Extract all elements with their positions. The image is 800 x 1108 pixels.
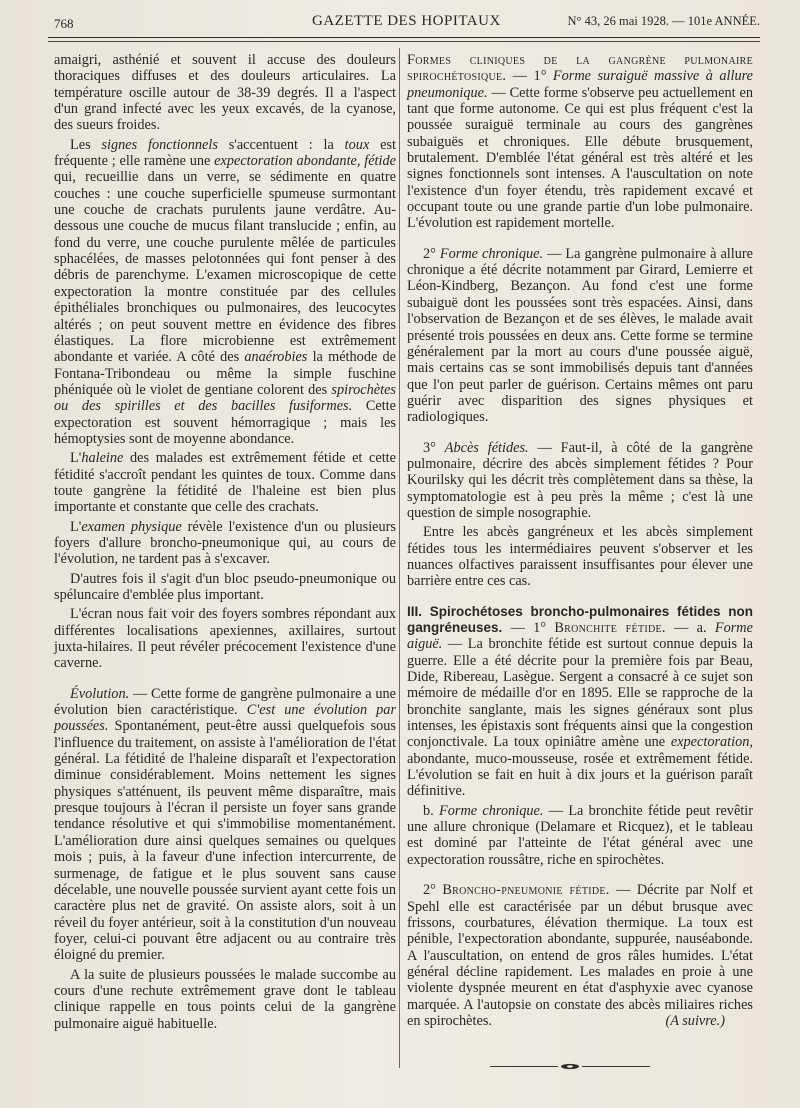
paragraph: 2° Broncho-pneumonie fétide. — Décrite par Nolf et Spehl elle est caractérisée par un début brusque avec frissons, courbatures, élévation thermique. La toux est pénible, l'expectoration abondante, suppurée, nauséabonde. A l'auscultation, on entend de gros râles humides. L'état général décline rapidement. Les malades en proie à une violente dyspnée meurent en état d'asphyxie avec cyanose marquée. A l'autopsie on constate des abcès miliaires riches en spirochètes. (A suivre.)	[407, 882, 753, 1029]
paragraph: b. Forme chronique. — La bronchite fétide peut revêtir une allure chronique (Delamare et Ricquez), et le tableau est dominé par l'atteinte de l'état général avec une expectoration roussâtre, riche en spirochètes.	[407, 802, 754, 868]
ornament-icon	[560, 1063, 580, 1070]
section-heading: III. Spirochétoses broncho-pulmonaires fétides non gangréneuses.	[407, 603, 753, 635]
paragraph: III. Spirochétoses broncho-pulmonaires fétides non gangréneuses. — 1° Bronchite fétide. — a. Forme aiguë. — La bronchite fétide est surtout connue depuis la guerre. Elle a été décrite pour la première fois par Beau, Dide, Ribereau, Lasègue. Sergent a consacré à ce sujet son mémoire de médaille d'or en 1895. Elle se rapproche de la bronchite sanglante, mais les signes généraux sont plus intenses, les épistaxis sont fréquents ainsi que la congestion conjonctivale. La toux opiniâtre amène une expectoration, abondante, muco-mousseuse, rosée et extrêmement fétide. L'évolution se fait en huit à dix jours et la guérison paraît définitive.	[407, 603, 753, 800]
column-divider	[399, 48, 400, 1068]
running-header	[48, 10, 760, 34]
paragraph: 2° Forme chronique. — La gangrène pulmonaire à allure chronique a été décrite notamment par Girard, Lemierre et Léon-Kindberg, Bezançon. Au fond c'est une forme subaiguë dont les poussées sont très espacées. Ainsi, dans l'observation de Bezançon et de ses élèves, le malade avait présenté trois poussées en deux ans. Cette forme se termine généralement par la mort au cours d'une poussée aiguë, mais certains cas se sont immobilisés depuis tant d'années que l'on peut parler de guérison. Certains mêmes ont paru guérir avec disparition des signes physiques et radiologiques.	[407, 245, 753, 426]
header-rule	[48, 37, 760, 38]
paragraph: Formes cliniques de la gangrène pulmonaire spirochétosique. — 1° Forme suraiguë massive à allure pneumonique. — Cette forme s'observe peu actuellement en tant que forme autonome. Ce qui est plus fréquent c'est la poussée suraiguë terminale au cours des gangrènes subaiguës et chroniques. Elle débute brusquement, brutalement. D'emblée l'état général est très altéré et les signes fonctionnels sont intenses. A l'auscultation on note l'existence d'un foyer étendu, très rapidement excavé et occupant toute ou une grande partie d'un lobe pulmonaire. L'évolution est rapidement mortelle.	[407, 52, 753, 232]
section-heading: Formes cliniques de la gangrène pulmonaire spirochétosique.	[407, 52, 753, 85]
right-column	[407, 52, 753, 1029]
paragraph: L'examen physique révèle l'existence d'un ou plusieurs foyers d'allure broncho-pneumonique qui, au cours de l'évolution, ne tardent pas à s'excaver.	[54, 518, 396, 568]
page-number: 768	[54, 16, 74, 31]
paragraph: Évolution. — Cette forme de gangrène pulmonaire a une évolution bien caractéristique. C'est une évolution par poussées. Spontanément, peut-être aussi quelquefois sous l'influence du traitement, on assiste à l'amélioration de l'état général. La fétidité de l'haleine disparaît et l'expectoration diminue considérablement. Moins nettement les signes physiques s'atténuent, ils peuvent même disparaître, mais presque toujours à l'écran il persiste un foyer sans grande tendance résolutive et qui s'immobilise momentanément. L'amélioration dure ainsi quelques semaines ou quelques mois ; puis, à la faveur d'une infection intercurrente, de surmenage, de fatigue et le plus souvent sans cause décelable, une nouvelle poussée survient ayant cette fois un caractère plus net de gravité. On assiste alors, soit à un réveil du foyer antérieur, soit à la constitution d'un nouveau foyer, celui-ci pouvant être adjacent ou au contraire très éloigné du premier.	[54, 685, 397, 964]
left-column	[54, 52, 396, 1032]
end-ornament	[490, 1063, 650, 1071]
paragraph: 3° Abcès fétides. — Faut-il, à côté de la gangrène pulmonaire, décrire des abcès simplement fétides ? Pour Kourilsky qui les décrit très complètement dans sa thèse, la symptomatologie est à peu près la même ; c'est là une question de simple nosographie.	[407, 439, 753, 521]
paragraph: A la suite de plusieurs poussées le malade succombe au cours d'une rechute extrêmement grave dont le tableau clinique rappelle en tous points celui de la gangrène pulmonaire aiguë habituelle.	[54, 966, 396, 1032]
header-rule-thin	[48, 41, 760, 42]
paragraph: Les signes fonctionnels s'accentuent : la toux est fréquente ; elle ramène une expectoration abondante, fétide qui, recueillie dans un verre, se sédimente en quatre couches : une couche superficielle spumeuse surmontant une couche de crachats purulents jaune verdâtre. Au-dessous une couche de mucus filant translucide ; enfin, au fond du verre, une couche purulente mêlée de particules sphacélées, de masses pelotonnées qui font penser à des débris de parenchyme. L'examen microscopique de cette expectoration la montre constituée par des cellules épithéliales bronchiques ou pulmonaires, des leucocytes altérés ; on peut souvent mettre en évidence des fibres élastiques. La flore microbienne est extrêmement abondante et variée. A côté des anaérobies la méthode de Fontana-Tribondeau ou même la simple fuschine phéniquée où le violet de gentiane colorent des spirochètes ou des spirilles et des bacilles fusiformes. Cette expectoration est souvent hémorragique ; mais les hémoptysies sont de moyenne abondance.	[54, 136, 397, 447]
paragraph: L'écran nous fait voir des foyers sombres répondant aux différentes localisations apexiennes, axillaires, surtout juxta-hilaires. Il peut révéler précocement l'existence d'une caverne.	[54, 606, 396, 672]
issue-info: N° 43, 26 mai 1928. — 101e ANNÉE.	[567, 14, 760, 28]
continued-note: (A suivre.)	[665, 1012, 725, 1029]
paragraph: L'haleine des malades est extrêmement fétide et cette fétidité s'accroît pendant les quintes de toux. Comme dans toute gangrène la fétidité de l'haleine est bien plus importante et constante que celle des crachats.	[54, 450, 396, 516]
journal-title: GAZETTE DES HOPITAUX	[312, 13, 501, 29]
paragraph: D'autres fois il s'agit d'un bloc pseudo-pneumonique ou spéluncaire d'emblée plus important.	[54, 570, 396, 603]
paragraph: Entre les abcès gangréneux et les abcès simplement fétides tous les intermédiaires peuvent s'observer et les nuances olfactives paraissent insuffisantes pour élever une barrière entre ces cas.	[407, 524, 753, 590]
paragraph: amaigri, asthénié et souvent il accuse des douleurs thoraciques diffuses et des douleurs articulaires. La température oscille autour de 38-39 degrés. Il a l'aspect d'un grand infecté avec les yeux excavés, de la cyanose, des sueurs froides.	[54, 52, 396, 134]
